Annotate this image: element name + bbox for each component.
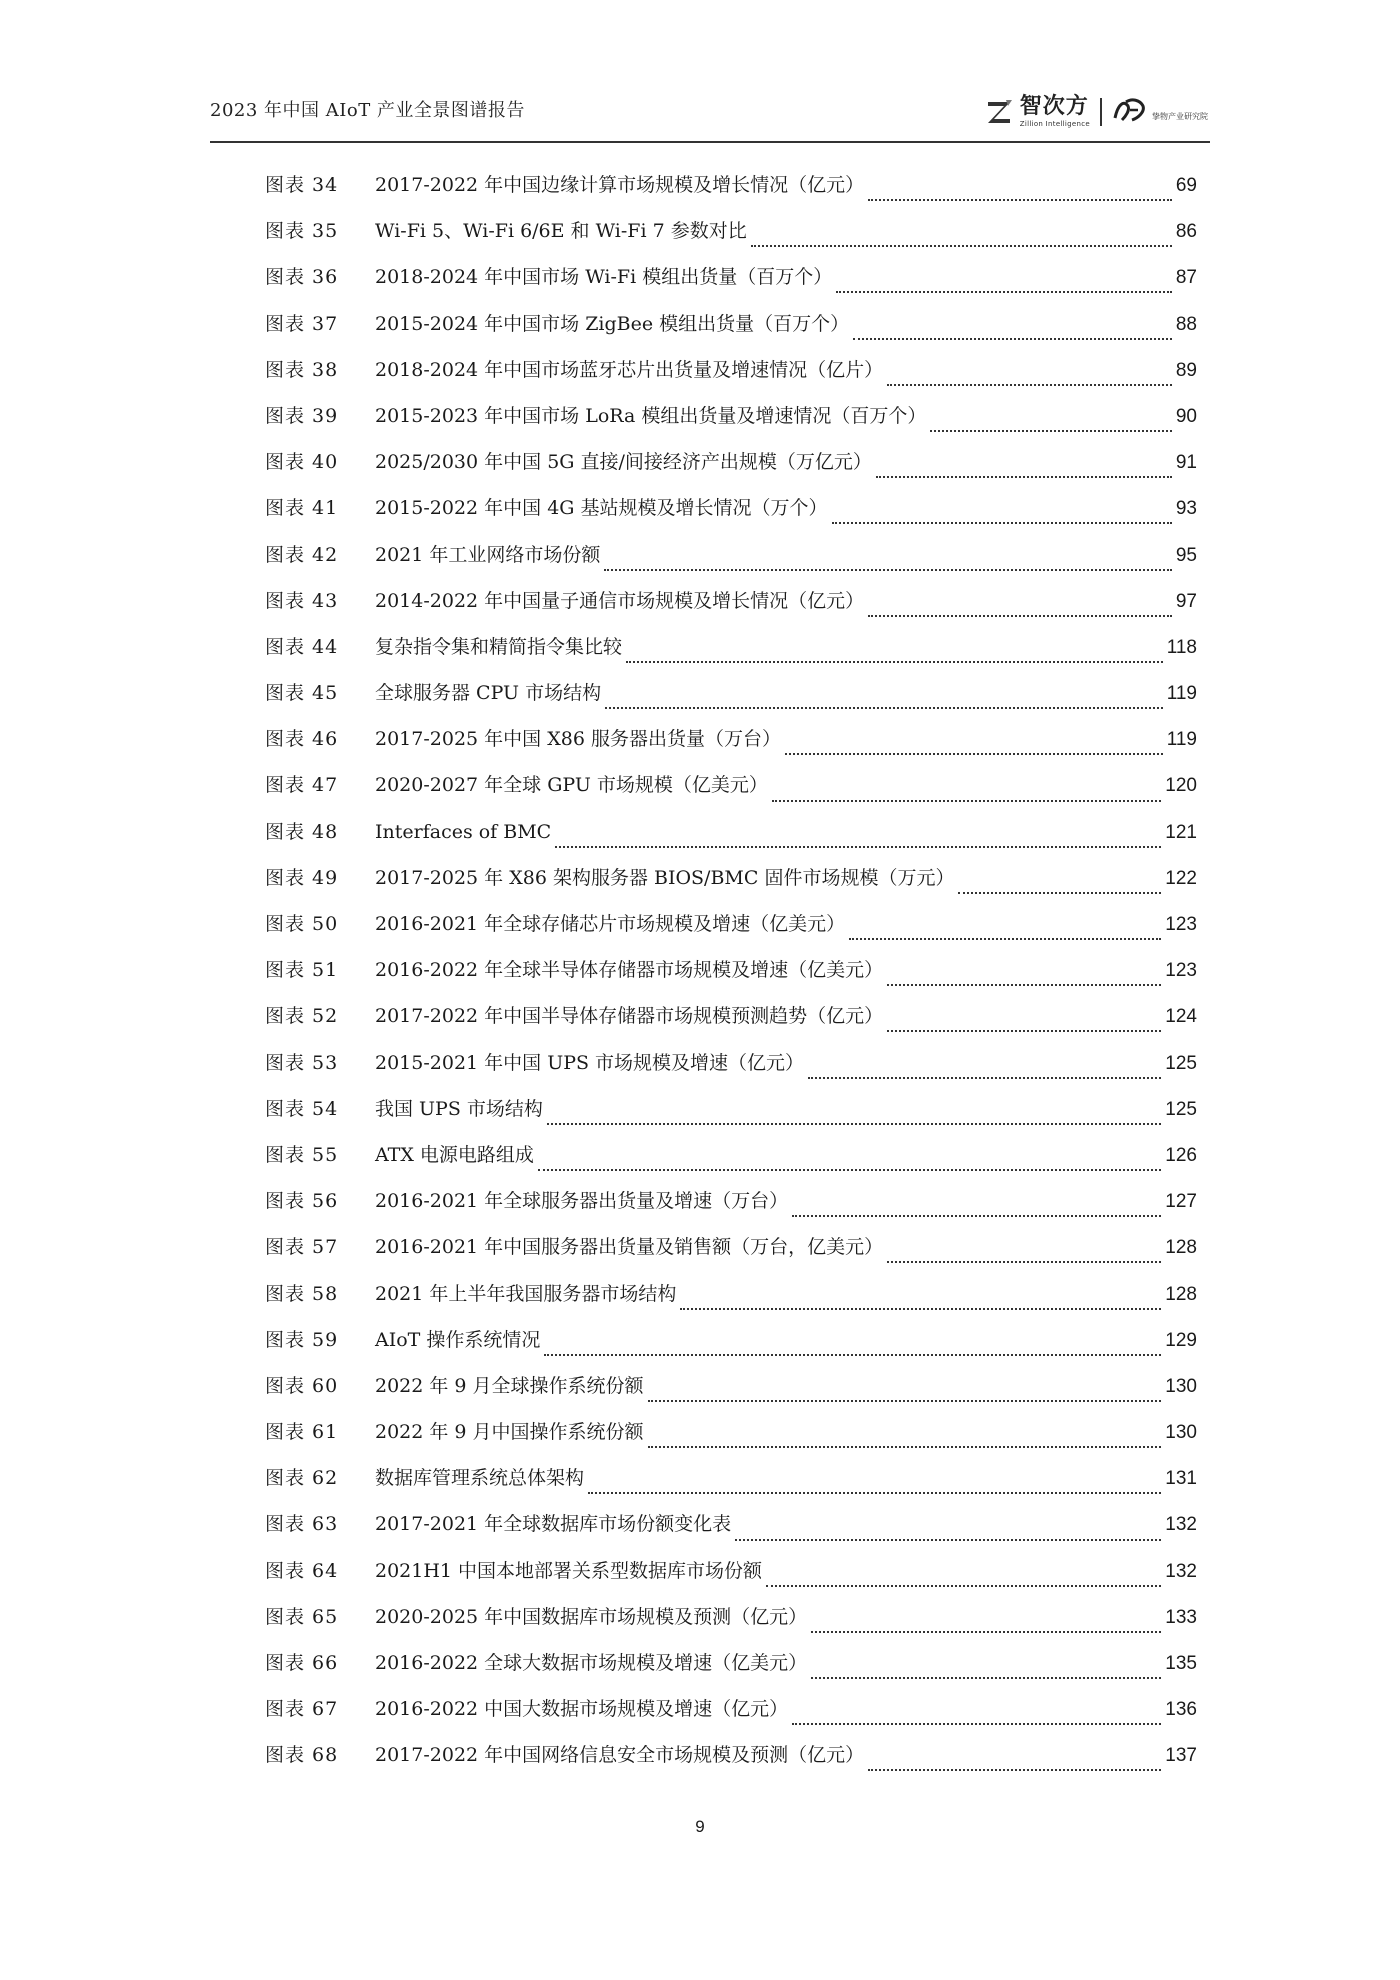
toc-entry-label: 图表 45 bbox=[265, 682, 339, 705]
zillion-logo-icon bbox=[984, 97, 1014, 127]
toc-entry-label: 图表 58 bbox=[265, 1282, 339, 1305]
toc-dot-leader bbox=[538, 1169, 1161, 1171]
toc-entry-label: 图表 47 bbox=[265, 774, 339, 797]
toc-entry-page: 91 bbox=[1175, 452, 1197, 474]
toc-entry-label: 图表 53 bbox=[265, 1051, 339, 1074]
toc-dot-leader bbox=[930, 430, 1171, 432]
toc-entry[interactable] bbox=[265, 909, 1197, 955]
toc-entry[interactable] bbox=[265, 1279, 1197, 1325]
toc-entry-label: 图表 42 bbox=[265, 543, 339, 566]
toc-entry[interactable] bbox=[265, 1556, 1197, 1602]
toc-entry-page: 97 bbox=[1175, 590, 1197, 612]
toc-entry-label: 图表 57 bbox=[265, 1236, 339, 1259]
toc-entry-title: 2017-2022 年中国边缘计算市场规模及增长情况（亿元） bbox=[375, 174, 865, 196]
toc-entry-page: 69 bbox=[1175, 175, 1197, 196]
toc-entry-label: 图表 55 bbox=[265, 1143, 339, 1166]
toc-entry-page: 129 bbox=[1165, 1329, 1197, 1351]
toc-entry[interactable] bbox=[265, 586, 1197, 632]
toc-dot-leader bbox=[766, 1585, 1161, 1587]
toc-dot-leader bbox=[792, 1723, 1161, 1725]
partner-logo-icon bbox=[1112, 96, 1146, 128]
toc-entry[interactable] bbox=[265, 493, 1197, 539]
toc-entry-title: 2016-2021 年全球服务器出货量及增速（万台） bbox=[375, 1190, 789, 1213]
logo-area bbox=[984, 92, 1208, 132]
toc-entry-page: 90 bbox=[1175, 405, 1197, 427]
toc-entry-page: 126 bbox=[1165, 1144, 1197, 1166]
toc-dot-leader bbox=[588, 1492, 1161, 1494]
toc-entry-page: 119 bbox=[1166, 683, 1197, 705]
toc-entry[interactable] bbox=[265, 355, 1197, 401]
toc-entry-title: 2015-2021 年中国 UPS 市场规模及增速（亿元） bbox=[375, 1051, 805, 1074]
toc-entry[interactable] bbox=[265, 1048, 1197, 1094]
toc-entry-label: 图表 51 bbox=[265, 959, 339, 982]
toc-entry-label: 图表 64 bbox=[265, 1559, 339, 1582]
toc-entry-label: 图表 36 bbox=[265, 266, 339, 289]
toc-dot-leader bbox=[555, 846, 1161, 848]
toc-dot-leader bbox=[811, 1631, 1161, 1633]
toc-entry[interactable] bbox=[265, 216, 1197, 262]
toc-entry[interactable] bbox=[265, 1740, 1197, 1786]
toc-entry-label: 图表 41 bbox=[265, 497, 339, 520]
toc-entry[interactable] bbox=[265, 1232, 1197, 1278]
toc-entry-title: 2017-2022 年中国网络信息安全市场规模及预测（亿元） bbox=[375, 1744, 865, 1767]
toc-entry[interactable] bbox=[265, 262, 1197, 308]
toc-entry-title: 2016-2021 年中国服务器出货量及销售额（万台，亿美元） bbox=[375, 1236, 884, 1259]
toc-entry-title: 2016-2022 年全球半导体存储器市场规模及增速（亿美元） bbox=[375, 959, 884, 982]
toc-entry-label: 图表 38 bbox=[265, 358, 339, 381]
toc-entry-label: 图表 54 bbox=[265, 1097, 339, 1120]
toc-dot-leader bbox=[868, 615, 1172, 617]
report-title: 2023 年中国 AIoT 产业全景图谱报告 bbox=[210, 100, 525, 121]
toc-entry-title: 2016-2022 中国大数据市场规模及增速（亿元） bbox=[375, 1698, 789, 1721]
toc-entry-page: 125 bbox=[1165, 1052, 1197, 1074]
toc-entry[interactable] bbox=[265, 1417, 1197, 1463]
toc-entry[interactable] bbox=[265, 863, 1197, 909]
toc-entry[interactable] bbox=[265, 955, 1197, 1001]
toc-entry-label: 图表 68 bbox=[265, 1744, 339, 1767]
toc-entry-title: 2018-2024 年中国市场蓝牙芯片出货量及增速情况（亿片） bbox=[375, 358, 884, 381]
toc-entry-label: 图表 63 bbox=[265, 1513, 339, 1536]
toc-entry-title: 2016-2021 年全球存储芯片市场规模及增速（亿美元） bbox=[375, 913, 846, 935]
toc-entry-title: Wi-Fi 5、Wi-Fi 6/6E 和 Wi-Fi 7 参数对比 bbox=[375, 220, 747, 243]
toc-dot-leader bbox=[751, 245, 1172, 247]
toc-entry-page: 136 bbox=[1165, 1699, 1197, 1721]
toc-entry-page: 89 bbox=[1175, 359, 1197, 381]
figure-list bbox=[265, 170, 1197, 1787]
toc-dot-leader bbox=[604, 569, 1171, 571]
toc-entry[interactable] bbox=[265, 1371, 1197, 1417]
toc-dot-leader bbox=[887, 1030, 1161, 1032]
toc-entry[interactable] bbox=[265, 817, 1197, 863]
toc-dot-leader bbox=[648, 1400, 1162, 1402]
toc-entry-page: 95 bbox=[1175, 544, 1197, 566]
toc-entry-label: 图表 34 bbox=[265, 174, 339, 196]
page-number: 9 bbox=[695, 1817, 705, 1836]
toc-entry-page: 88 bbox=[1175, 313, 1197, 335]
toc-entry-page: 135 bbox=[1165, 1653, 1197, 1674]
toc-entry-label: 图表 49 bbox=[265, 866, 339, 889]
toc-entry-page: 128 bbox=[1165, 1283, 1197, 1305]
toc-dot-leader bbox=[785, 753, 1163, 755]
toc-entry-page: 132 bbox=[1165, 1514, 1197, 1536]
toc-entry-title: 2025/2030 年中国 5G 直接/间接经济产出规模（万亿元） bbox=[375, 451, 872, 474]
toc-entry-page: 133 bbox=[1165, 1606, 1197, 1628]
toc-dot-leader bbox=[680, 1308, 1161, 1310]
logo-en: Zillion Intelligence bbox=[1019, 120, 1090, 128]
header-divider bbox=[210, 141, 1210, 143]
toc-entry-title: 2022 年 9 月全球操作系统份额 bbox=[375, 1374, 644, 1397]
toc-entry-title: 2014-2022 年中国量子通信市场规模及增长情况（亿元） bbox=[375, 589, 865, 612]
toc-entry-title: 全球服务器 CPU 市场结构 bbox=[375, 682, 602, 705]
toc-entry-label: 图表 39 bbox=[265, 404, 339, 427]
toc-entry[interactable] bbox=[265, 724, 1197, 770]
toc-entry[interactable] bbox=[265, 1463, 1197, 1509]
toc-dot-leader bbox=[605, 707, 1163, 709]
toc-entry-title: 2017-2025 年中国 X86 服务器出货量（万台） bbox=[375, 728, 781, 751]
toc-entry-page: 127 bbox=[1165, 1191, 1197, 1213]
toc-entry-title: 复杂指令集和精简指令集比较 bbox=[375, 635, 623, 658]
toc-entry-page: 123 bbox=[1165, 960, 1197, 982]
toc-entry-title: AIoT 操作系统情况 bbox=[375, 1328, 541, 1351]
toc-entry-title: Interfaces of BMC bbox=[375, 820, 552, 843]
toc-entry[interactable] bbox=[265, 1602, 1197, 1648]
toc-entry-label: 图表 43 bbox=[265, 589, 339, 612]
toc-entry[interactable] bbox=[265, 632, 1197, 678]
toc-entry-label: 图表 65 bbox=[265, 1605, 339, 1628]
toc-entry[interactable] bbox=[265, 678, 1197, 724]
toc-entry[interactable] bbox=[265, 1509, 1197, 1555]
toc-dot-leader bbox=[849, 938, 1161, 940]
toc-entry[interactable] bbox=[265, 447, 1197, 493]
toc-entry-label: 图表 67 bbox=[265, 1698, 339, 1721]
toc-entry-label: 图表 37 bbox=[265, 312, 339, 335]
toc-entry[interactable] bbox=[265, 1325, 1197, 1371]
toc-entry-title: 2015-2023 年中国市场 LoRa 模组出货量及增速情况（百万个） bbox=[375, 404, 927, 427]
toc-entry[interactable] bbox=[265, 309, 1197, 355]
toc-entry-title: 2020-2025 年中国数据库市场规模及预测（亿元） bbox=[375, 1605, 808, 1628]
toc-entry-page: 87 bbox=[1175, 267, 1197, 289]
toc-entry[interactable] bbox=[265, 1648, 1197, 1694]
toc-entry-label: 图表 56 bbox=[265, 1190, 339, 1213]
logo-cn: 智次方 bbox=[1019, 94, 1089, 119]
toc-entry-title: 2021H1 中国本地部署关系型数据库市场份额 bbox=[375, 1559, 763, 1582]
toc-entry-page: 131 bbox=[1165, 1468, 1197, 1490]
toc-entry[interactable] bbox=[265, 1186, 1197, 1232]
toc-entry-page: 93 bbox=[1175, 498, 1197, 520]
toc-entry-title: 2020-2027 年全球 GPU 市场规模（亿美元） bbox=[375, 774, 768, 797]
toc-entry-page: 137 bbox=[1165, 1745, 1197, 1767]
toc-entry-label: 图表 61 bbox=[265, 1421, 339, 1444]
toc-entry-title: 2015-2022 年中国 4G 基站规模及增长情况（万个） bbox=[375, 497, 828, 520]
toc-dot-leader bbox=[887, 984, 1161, 986]
toc-entry-label: 图表 40 bbox=[265, 451, 339, 474]
toc-entry-title: 我国 UPS 市场结构 bbox=[375, 1097, 543, 1120]
toc-dot-leader bbox=[735, 1539, 1161, 1541]
toc-dot-leader bbox=[887, 384, 1172, 386]
toc-dot-leader bbox=[792, 1215, 1161, 1217]
toc-entry-page: 121 bbox=[1165, 821, 1197, 843]
toc-entry[interactable] bbox=[265, 540, 1197, 586]
page-header bbox=[210, 96, 1210, 142]
toc-entry[interactable] bbox=[265, 1694, 1197, 1740]
toc-entry-page: 86 bbox=[1175, 221, 1197, 243]
toc-entry-label: 图表 62 bbox=[265, 1467, 339, 1490]
toc-dot-leader bbox=[832, 522, 1172, 524]
toc-entry-label: 图表 50 bbox=[265, 913, 339, 935]
toc-dot-leader bbox=[544, 1354, 1161, 1356]
toc-entry-label: 图表 59 bbox=[265, 1328, 339, 1351]
toc-entry-title: 2021 年上半年我国服务器市场结构 bbox=[375, 1282, 677, 1305]
toc-entry-title: 2017-2022 年中国半导体存储器市场规模预测趋势（亿元） bbox=[375, 1005, 884, 1028]
toc-entry-title: 数据库管理系统总体架构 bbox=[375, 1467, 585, 1490]
toc-entry-label: 图表 35 bbox=[265, 220, 339, 243]
toc-dot-leader bbox=[648, 1446, 1162, 1448]
toc-entry-page: 130 bbox=[1165, 1422, 1197, 1444]
toc-dot-leader bbox=[853, 338, 1172, 340]
toc-entry-label: 图表 46 bbox=[265, 728, 339, 751]
toc-entry-page: 120 bbox=[1165, 775, 1197, 797]
toc-entry[interactable] bbox=[265, 1140, 1197, 1186]
toc-entry[interactable] bbox=[265, 1001, 1197, 1047]
toc-entry-page: 128 bbox=[1165, 1237, 1197, 1259]
toc-entry-label: 图表 52 bbox=[265, 1005, 339, 1028]
toc-entry-title: 2022 年 9 月中国操作系统份额 bbox=[375, 1421, 644, 1444]
toc-entry-page: 125 bbox=[1165, 1098, 1197, 1120]
toc-entry-title: 2015-2024 年中国市场 ZigBee 模组出货量（百万个） bbox=[375, 312, 850, 335]
toc-dot-leader bbox=[808, 1077, 1161, 1079]
toc-entry-page: 124 bbox=[1165, 1006, 1197, 1028]
toc-dot-leader bbox=[887, 1261, 1161, 1263]
toc-entry-label: 图表 60 bbox=[265, 1374, 339, 1397]
toc-entry-page: 119 bbox=[1166, 729, 1197, 751]
toc-dot-leader bbox=[811, 1677, 1161, 1679]
toc-dot-leader bbox=[626, 661, 1163, 663]
partner-name: 挚物产业研究院 bbox=[1152, 111, 1208, 121]
toc-dot-leader bbox=[868, 199, 1172, 201]
toc-entry-label: 图表 44 bbox=[265, 635, 339, 658]
toc-entry[interactable] bbox=[265, 401, 1197, 447]
toc-entry-label: 图表 48 bbox=[265, 820, 339, 843]
toc-entry-label: 图表 66 bbox=[265, 1652, 339, 1674]
toc-entry-page: 130 bbox=[1165, 1375, 1197, 1397]
toc-entry-title: 2016-2022 全球大数据市场规模及增速（亿美元） bbox=[375, 1652, 808, 1674]
toc-dot-leader bbox=[868, 1769, 1161, 1771]
toc-dot-leader bbox=[958, 892, 1161, 894]
toc-entry-page: 118 bbox=[1166, 636, 1197, 658]
toc-entry-title: 2018-2024 年中国市场 Wi-Fi 模组出货量（百万个） bbox=[375, 266, 833, 289]
toc-entry-title: 2017-2025 年 X86 架构服务器 BIOS/BMC 固件市场规模（万元） bbox=[375, 866, 955, 889]
toc-entry-title: 2017-2021 年全球数据库市场份额变化表 bbox=[375, 1513, 732, 1536]
toc-dot-leader bbox=[547, 1123, 1161, 1125]
toc-dot-leader bbox=[772, 800, 1161, 802]
toc-entry-page: 123 bbox=[1165, 914, 1197, 935]
toc-entry-title: ATX 电源电路组成 bbox=[375, 1143, 534, 1166]
logo-separator bbox=[1100, 98, 1102, 126]
toc-entry-page: 132 bbox=[1165, 1560, 1197, 1582]
logo-text bbox=[1020, 96, 1090, 128]
toc-dot-leader bbox=[876, 476, 1172, 478]
toc-entry-title: 2021 年工业网络市场份额 bbox=[375, 543, 601, 566]
toc-entry[interactable] bbox=[265, 770, 1197, 816]
toc-dot-leader bbox=[836, 291, 1172, 293]
toc-entry-page: 122 bbox=[1165, 867, 1197, 889]
toc-entry[interactable] bbox=[265, 1094, 1197, 1140]
toc-entry[interactable] bbox=[265, 170, 1197, 216]
